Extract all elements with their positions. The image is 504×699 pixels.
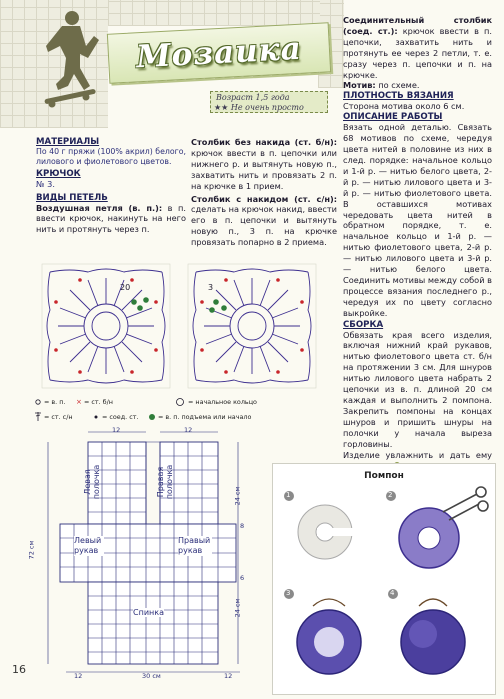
gauge-heading: ПЛОТНОСТЬ ВЯЗАНИЯ (343, 91, 454, 102)
chain-symbol-icon (36, 400, 40, 404)
motif-left (42, 264, 170, 388)
legend-sc: = ст. б/н (84, 398, 113, 406)
scissors-icon (443, 487, 488, 520)
motif-bold: Мотив: (343, 80, 376, 91)
legend-turning: = в. п. подъема или начало (158, 413, 252, 421)
dim-bottom-left: 12 (74, 672, 83, 680)
ring-symbol-icon (177, 399, 184, 406)
assembly-text: Обвязать края всего изделия, включая нижний край рукавов, нитью фиолетового цвета ст. б/н на протяжении 3 см. Для шнуров нитью лилового цвета набрать 2 цепочки из в. п. длиной 20 см каждая и выполнить 2 помпона. Закрепить помпоны на концах шнуров и пришить шнуры на полочки у начала выреза горловины. (343, 329, 492, 449)
assembly-heading: СБОРКА (343, 319, 384, 330)
skater-silhouette-icon (36, 6, 106, 118)
slst-symbol-icon (95, 416, 98, 419)
sc-bold: Столбик без накида (ст. б/н): (191, 137, 337, 147)
legend-slst: = соед. ст. (102, 413, 139, 421)
legend-chain: = в. п. (44, 398, 66, 406)
dim-bottom-right: 12 (224, 672, 233, 680)
pompon-box (272, 463, 496, 695)
label-left-front: Левая полочка (83, 464, 101, 500)
work-heading: ОПИСАНИЕ РАБОТЫ (343, 112, 443, 123)
dc-symbol-icon (35, 412, 41, 421)
mid-column (191, 137, 337, 248)
dc-bold: Столбик с накидом (ст. с/н): (191, 193, 337, 204)
difficulty-stars-icon: ★★ (214, 103, 229, 112)
gauge-text: Сторона мотива около 6 см. (343, 101, 465, 112)
step-2: 2 (388, 491, 393, 499)
legend-ring: = начальное кольцо (188, 398, 257, 406)
difficulty-text: Не очень просто (230, 103, 304, 112)
header-tile-strip (108, 0, 320, 26)
dim-24-upper: 24 см (233, 486, 242, 506)
step-1: 1 (286, 491, 291, 499)
step-4: 4 (390, 589, 395, 597)
turning-chain-symbol-icon (149, 414, 155, 420)
difficulty-label (214, 103, 304, 112)
slst-bold: Соединительный столбик (соед. ст.): (343, 15, 492, 36)
pompon-steps (273, 482, 497, 694)
slst-desc: крючок ввести в п. цепочки, захватить нить и протянуть ее через 2 петли, т. е. сразу через п. цепочки и п. на крючке. (343, 25, 492, 80)
motif-diagram (40, 262, 330, 390)
materials-heading: МАТЕРИАЛЫ (36, 137, 100, 147)
age-label: Возраст 1,5 года (216, 93, 290, 102)
title-banner (107, 22, 331, 84)
right-column (343, 15, 492, 471)
schema-labels (27, 426, 270, 696)
stitches-heading: ВИДЫ ПЕТЕЛЬ (36, 192, 108, 203)
hook-text: № 3. (36, 179, 55, 189)
symbol-legend (30, 395, 326, 423)
dim-top-right: 12 (184, 426, 193, 434)
dc-desc: сделать на крючок накид, ввести его в п. цепочки и вытянуть новую п., 3 п. на крючке провязать попарно в 2 приема. (191, 204, 337, 248)
materials-text: По 40 г пряжи (100% акрил) белого, лилового и фиолетового цветов. (36, 147, 186, 166)
label-back: Спинка (133, 608, 164, 617)
dc-text (191, 194, 337, 249)
dim-24-lower: 24 см (233, 598, 242, 618)
label-left-sleeve: Левый рукав (74, 536, 104, 556)
sc-text (191, 137, 337, 192)
motif-right-label: 3 (208, 283, 214, 292)
page-number: 16 (12, 663, 26, 676)
dim-top-left: 12 (112, 426, 121, 434)
dim-bottom-30: 30 см (142, 672, 161, 680)
chain-bold: Воздушная петля (в. п.): (36, 202, 163, 213)
motif-right (188, 264, 316, 388)
dim-6: 6 (240, 574, 245, 582)
dim-72: 72 см (27, 540, 36, 560)
motif-text (343, 80, 492, 91)
motif-desc: по схеме. (375, 80, 420, 91)
materials-section (36, 137, 186, 234)
legend-dc: = ст. с/н (44, 413, 73, 421)
work-text: Вязать одной деталью. Связать 68 мотивов по схеме, чередуя цвета нитей в половине из них в след. порядке: начальное кольцо и 1-й р. — нитью белого цвета, 2-й р. — нитью лилового цвета и 3-й р. — нитью фиолетового цвета. В оставшихся мотивах чередовать цвета нитей в обратном порядке, т. е. начальное кольцо и 1-й р. — нитью фиолетового цвета, 2-й р. — нитью лилового цвета и 3-й р. — нитью белого цвета. Соединить мотивы между собой в процессе вязания последнего р., чередуя их по цвету согласно выкройке. (343, 122, 492, 318)
pompon-title: Помпон (364, 471, 404, 481)
motif-left-label: 20 (120, 283, 131, 292)
final-desc: Изделие увлажнить и дать ему (343, 449, 492, 460)
hook-heading: КРЮЧОК (36, 169, 81, 179)
chain-desc: в п. ввести крючок, накинуть на него нить и протянуть через п. (36, 202, 186, 234)
dim-8: 8 (240, 522, 245, 530)
sc-symbol-icon: × (76, 398, 82, 406)
label-right-front: Правая полочка (156, 464, 174, 500)
step-3: 3 (286, 589, 291, 597)
label-right-sleeve: Правый рукав (178, 536, 211, 555)
slst-text (343, 15, 492, 80)
page-title: Мозаика (135, 30, 303, 76)
chain-text (36, 203, 186, 235)
sc-desc: крючок ввести в п. цепочки или нижнего р. и вытянуть новую п., захватить нить и провязать 2 п. на крючке в 1 прием. (191, 147, 337, 191)
